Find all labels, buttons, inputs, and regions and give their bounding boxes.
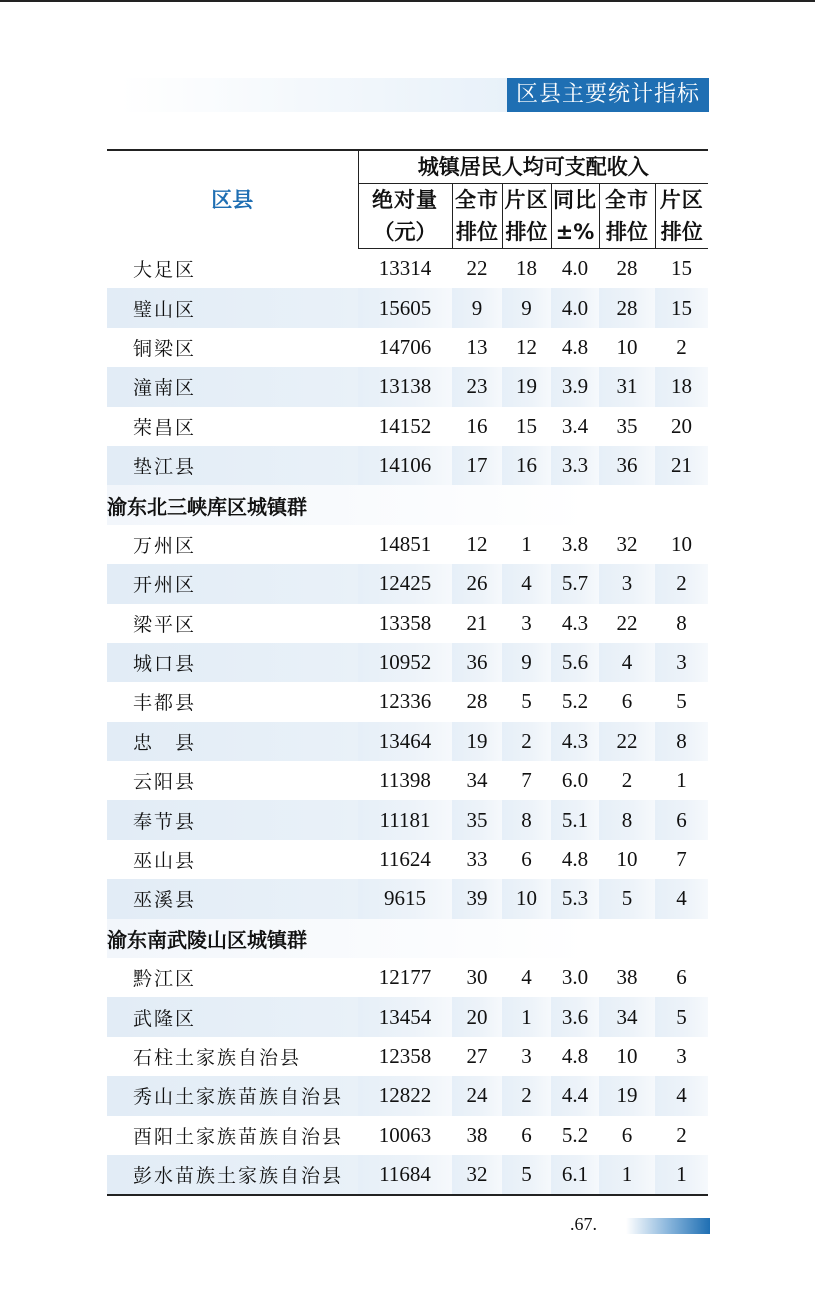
- county-name: 垫江县: [107, 446, 358, 485]
- column-header-city-rank: 全市: [452, 184, 502, 217]
- column-header-yoy: 同比: [551, 184, 599, 217]
- yoy-change: 4.3: [551, 722, 599, 761]
- absolute-value: 12425: [358, 564, 452, 603]
- column-header-area-rank-2-sub: 排位: [655, 216, 708, 249]
- column-header-city-rank-2: 全市: [599, 184, 655, 217]
- city-rank-2: 22: [599, 722, 655, 761]
- city-rank: 34: [466, 768, 488, 793]
- table-row: [107, 800, 708, 839]
- absolute-value: 10063: [378, 1122, 432, 1147]
- city-rank: 32: [452, 1155, 502, 1195]
- county-name: 武隆区: [107, 997, 358, 1036]
- area-rank: 5: [521, 689, 532, 714]
- city-rank-2: 3: [599, 564, 655, 603]
- area-rank: 5: [502, 1155, 551, 1195]
- city-rank: 20: [452, 997, 502, 1036]
- city-rank: 26: [452, 564, 502, 603]
- yoy-change: 4.3: [561, 610, 589, 635]
- absolute-value: 11624: [379, 847, 431, 872]
- city-rank-2: 22: [616, 610, 638, 635]
- county-name: 开州区: [107, 564, 358, 603]
- area-rank-2: 20: [671, 413, 693, 438]
- city-rank-2: 6: [621, 689, 633, 714]
- absolute-value: 13454: [358, 997, 452, 1036]
- table-row: [107, 879, 708, 918]
- area-rank-2: 8: [655, 722, 708, 761]
- area-rank-2: 5: [655, 997, 708, 1036]
- area-rank: 6: [521, 847, 532, 872]
- area-rank-2: 4: [655, 879, 708, 918]
- column-header-absolute-unit: （元）: [358, 216, 452, 249]
- county-name: 秀山土家族苗族自治县: [107, 1076, 358, 1115]
- yoy-change: 4.8: [561, 334, 589, 359]
- table-row: [107, 1037, 708, 1076]
- area-rank-2: 10: [671, 531, 693, 556]
- area-rank-2: 3: [676, 1044, 687, 1068]
- table-row: [107, 288, 708, 327]
- yoy-change: 4.8: [561, 847, 589, 872]
- area-rank-2: 1: [655, 1155, 708, 1195]
- city-rank: 24: [452, 1076, 502, 1115]
- city-rank: 9: [452, 288, 502, 327]
- group-row: [107, 485, 708, 524]
- absolute-value: 12177: [378, 965, 432, 990]
- table-row: [107, 367, 708, 406]
- county-name: 丰都县: [133, 692, 197, 715]
- county-name: 大足区: [133, 258, 197, 281]
- area-rank: 9: [502, 288, 551, 327]
- table-row: [107, 407, 708, 446]
- table-row: [107, 1155, 708, 1195]
- area-rank: 16: [502, 446, 551, 485]
- area-rank: 1: [502, 997, 551, 1036]
- area-rank-2: 4: [655, 1076, 708, 1115]
- city-rank-2: 10: [616, 334, 638, 359]
- section-title: 区县主要统计指标: [507, 78, 709, 112]
- city-rank-2: 2: [621, 768, 633, 793]
- table-row: [107, 761, 708, 800]
- city-rank-2: 28: [616, 256, 638, 281]
- area-rank: 8: [502, 800, 551, 839]
- table-row: [107, 1116, 708, 1155]
- yoy-change: 3.9: [551, 367, 599, 406]
- absolute-value: 12336: [378, 689, 432, 714]
- area-rank: 2: [502, 722, 551, 761]
- column-header-area-rank: 片区: [502, 184, 551, 217]
- city-rank: 21: [466, 610, 488, 635]
- area-rank: 1: [521, 531, 532, 556]
- table-row: [107, 682, 708, 721]
- yoy-change: 3.0: [561, 965, 589, 990]
- area-rank: 15: [516, 413, 537, 438]
- city-rank: 19: [452, 722, 502, 761]
- absolute-value: 14106: [358, 446, 452, 485]
- county-name: 黔江区: [133, 968, 197, 991]
- county-name: 石柱土家族自治县: [133, 1047, 302, 1069]
- column-header-yoy-sub: ±%: [551, 216, 599, 249]
- yoy-change: 5.6: [551, 643, 599, 682]
- area-rank-2: 1: [676, 768, 687, 793]
- area-rank-2: 15: [671, 256, 693, 281]
- table-row: [107, 643, 708, 682]
- city-rank: 30: [466, 965, 488, 990]
- area-rank-2: 6: [676, 965, 687, 990]
- column-header-county: 区县: [211, 187, 254, 212]
- table-row: [107, 958, 708, 997]
- column-header-city-rank-2-sub: 排位: [599, 216, 655, 249]
- city-rank-2: 35: [616, 413, 638, 438]
- county-name: 璧山区: [107, 288, 358, 327]
- absolute-value: 13464: [358, 722, 452, 761]
- area-rank-2: 21: [655, 446, 708, 485]
- absolute-value: 14152: [378, 413, 432, 438]
- yoy-change: 5.7: [551, 564, 599, 603]
- area-rank-2: 2: [676, 1122, 687, 1147]
- city-rank: 17: [452, 446, 502, 485]
- city-rank-2: 38: [616, 965, 638, 990]
- city-rank: 22: [466, 256, 488, 281]
- table-row: [107, 1076, 708, 1115]
- absolute-value: 9615: [358, 879, 452, 918]
- county-name: 彭水苗族土家族自治县: [107, 1155, 358, 1195]
- area-rank: 7: [521, 768, 532, 793]
- yoy-change: 3.8: [561, 531, 589, 556]
- city-rank: 36: [452, 643, 502, 682]
- city-rank-2: 36: [599, 446, 655, 485]
- absolute-value: 11398: [379, 768, 431, 793]
- top-rule: [0, 0, 815, 2]
- city-rank: 16: [466, 413, 488, 438]
- group-header-income: 城镇居民人均可支配收入: [358, 150, 708, 184]
- table-row: [107, 328, 708, 367]
- county-name: 铜梁区: [133, 337, 197, 360]
- area-rank-2: 5: [676, 689, 687, 714]
- page-number-bar: [626, 1218, 710, 1234]
- city-rank: 27: [466, 1044, 488, 1068]
- column-header-city-rank-sub: 排位: [452, 216, 502, 249]
- city-rank: 39: [452, 879, 502, 918]
- page-number: .67.: [570, 1214, 597, 1234]
- absolute-value: 10952: [358, 643, 452, 682]
- absolute-value: 14851: [378, 531, 432, 556]
- table-body: [107, 249, 708, 1196]
- area-rank: 9: [502, 643, 551, 682]
- absolute-value: 13358: [378, 610, 432, 635]
- yoy-change: 3.6: [551, 997, 599, 1036]
- group-row: [107, 919, 708, 958]
- area-rank-2: 2: [676, 334, 687, 359]
- city-rank: 28: [466, 689, 488, 714]
- column-header-absolute: 绝对量: [358, 184, 452, 217]
- city-rank-2: 34: [599, 997, 655, 1036]
- absolute-value: 13314: [378, 256, 432, 281]
- area-rank-2: 18: [655, 367, 708, 406]
- city-rank: 13: [466, 334, 488, 359]
- table-row: [107, 564, 708, 603]
- county-name: 巫溪县: [107, 879, 358, 918]
- absolute-value: 11684: [358, 1155, 452, 1195]
- area-rank: 6: [521, 1122, 532, 1147]
- yoy-change: 3.4: [561, 413, 589, 438]
- table-row: [107, 525, 708, 564]
- yoy-change: 4.8: [561, 1044, 589, 1068]
- absolute-value: 15605: [358, 288, 452, 327]
- city-rank-2: 4: [599, 643, 655, 682]
- county-name: 云阳县: [133, 771, 197, 794]
- city-rank: 33: [466, 847, 488, 872]
- column-header-area-rank-sub: 排位: [502, 216, 551, 249]
- yoy-change: 5.2: [561, 689, 589, 714]
- absolute-value: 14706: [378, 334, 432, 359]
- yoy-change: 4.0: [561, 256, 589, 281]
- area-rank-2: 15: [655, 288, 708, 327]
- area-rank-2: 6: [655, 800, 708, 839]
- city-rank: 12: [466, 531, 488, 556]
- area-rank-2: 7: [676, 847, 687, 872]
- city-rank: 23: [452, 367, 502, 406]
- table-row: [107, 604, 708, 643]
- group-title: 渝东南武陵山区城镇群: [107, 919, 708, 958]
- county-name: 城口县: [107, 643, 358, 682]
- statistics-table: [107, 149, 708, 1196]
- area-rank: 19: [502, 367, 551, 406]
- city-rank-2: 32: [616, 531, 638, 556]
- city-rank: 35: [452, 800, 502, 839]
- yoy-change: 4.4: [551, 1076, 599, 1115]
- area-rank: 10: [502, 879, 551, 918]
- city-rank: 38: [466, 1122, 488, 1147]
- table-row: [107, 997, 708, 1036]
- group-title: 渝东北三峡库区城镇群: [107, 485, 708, 524]
- table-row: [107, 722, 708, 761]
- absolute-value: 11181: [358, 800, 452, 839]
- yoy-change: 3.3: [551, 446, 599, 485]
- yoy-change: 4.0: [551, 288, 599, 327]
- county-name: 忠 县: [107, 722, 358, 761]
- county-name: 奉节县: [107, 800, 358, 839]
- city-rank-2: 5: [599, 879, 655, 918]
- city-rank-2: 19: [599, 1076, 655, 1115]
- absolute-value: 13138: [358, 367, 452, 406]
- area-rank: 12: [516, 334, 537, 359]
- table-row: [107, 249, 708, 289]
- area-rank: 18: [516, 256, 537, 281]
- city-rank-2: 28: [599, 288, 655, 327]
- yoy-change: 6.0: [561, 768, 589, 793]
- yoy-change: 6.1: [551, 1155, 599, 1195]
- county-name: 梁平区: [133, 613, 197, 636]
- county-name: 荣昌区: [133, 416, 197, 439]
- yoy-change: 5.1: [551, 800, 599, 839]
- area-rank: 3: [521, 1044, 532, 1068]
- area-rank-2: 3: [655, 643, 708, 682]
- table-row: [107, 446, 708, 485]
- city-rank-2: 8: [599, 800, 655, 839]
- absolute-value: 12358: [378, 1044, 432, 1068]
- county-name: 巫山县: [133, 850, 197, 873]
- yoy-change: 5.3: [551, 879, 599, 918]
- yoy-change: 5.2: [561, 1122, 589, 1147]
- county-name: 潼南区: [107, 367, 358, 406]
- area-rank: 4: [502, 564, 551, 603]
- city-rank-2: 10: [616, 847, 638, 872]
- area-rank: 3: [521, 610, 532, 635]
- area-rank: 4: [521, 965, 532, 990]
- area-rank-2: 2: [655, 564, 708, 603]
- table-row: [107, 840, 708, 879]
- area-rank-2: 8: [676, 610, 687, 635]
- column-header-area-rank-2: 片区: [655, 184, 708, 217]
- absolute-value: 12822: [358, 1076, 452, 1115]
- header-gradient-band: [120, 78, 508, 112]
- city-rank-2: 10: [616, 1044, 638, 1068]
- county-name: 万州区: [133, 534, 197, 557]
- area-rank: 2: [502, 1076, 551, 1115]
- city-rank-2: 1: [599, 1155, 655, 1195]
- county-name: 酉阳土家族苗族自治县: [133, 1125, 344, 1148]
- city-rank-2: 6: [621, 1122, 633, 1147]
- city-rank-2: 31: [599, 367, 655, 406]
